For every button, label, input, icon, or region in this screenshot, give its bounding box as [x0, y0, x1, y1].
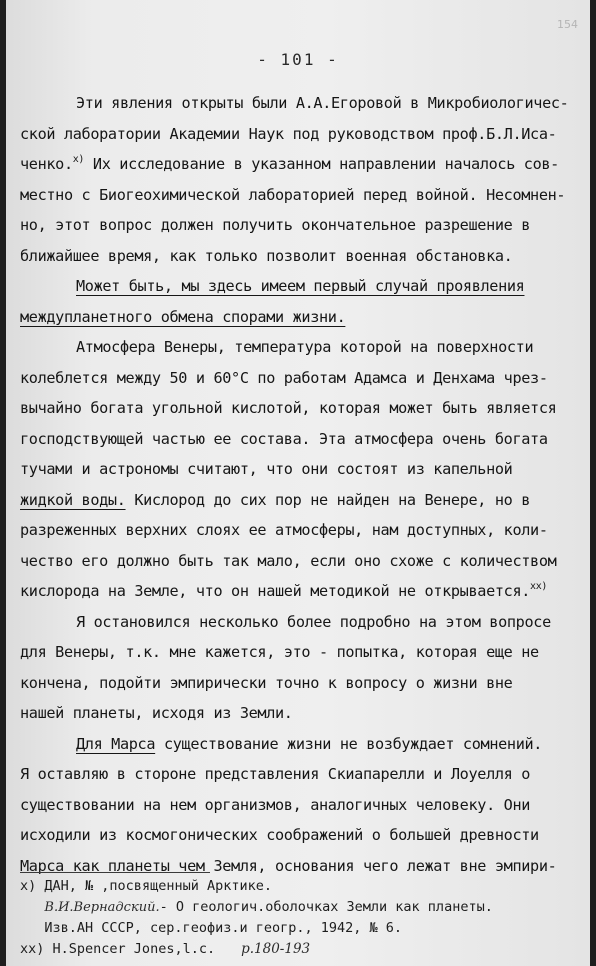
- handwritten-pages: р.180-193: [241, 941, 311, 957]
- underlined-text: Для Марса: [76, 734, 156, 753]
- footnote-2: [20, 939, 580, 960]
- text-line: кончена, подойти эмпирически точно к вопросу о жизни вне: [20, 673, 513, 692]
- text-fragment: Их исследование в указанном направлении началось сов-: [92, 155, 559, 173]
- footnote-marker: х): [20, 878, 37, 894]
- footnotes: [20, 876, 580, 960]
- corner-page-annotation: 154: [557, 18, 578, 31]
- text-fragment: Кислород до сих пор не найден на Венере, но в: [134, 490, 531, 509]
- underlined-text: Может быть, мы здесь имеем первый случай проявления: [76, 277, 525, 295]
- footnote-text: Изв.АН СССР, сер.геофиз.и геогр., 1942, № 6.: [44, 920, 403, 936]
- text-line: разреженных верхних слоях ее атмосферы, нам доступных, коли-: [20, 521, 548, 539]
- text-line: [20, 729, 580, 760]
- text-line: Я остановился несколько более подробно на этом вопросе: [76, 612, 551, 631]
- text-line: колеблется между 50 и 60°С по работам Адамса и Денхама чрез-: [20, 368, 548, 387]
- footnote-text: ДАН, № ,посвященный Арктике.: [44, 878, 272, 894]
- handwritten-author: В.И.Вернадский.: [44, 900, 160, 915]
- text-line: местно с Биогеохимической лабораторией перед войной. Несомнен-: [20, 185, 566, 204]
- text-line: [20, 576, 580, 607]
- text-line: тучами и астрономы считают, что они состоят из капельной: [20, 460, 513, 478]
- text-line: [20, 485, 580, 516]
- footnote-ref: x): [72, 154, 85, 165]
- footnote-1: [20, 876, 580, 897]
- text-line: [20, 271, 580, 302]
- document-page: [6, 0, 590, 966]
- text-line: нашей планеты, исходя из Земли.: [20, 704, 293, 722]
- text-line: Атмосфера Венеры, температура которой на поверхности: [76, 338, 534, 356]
- page-number: - 101 -: [257, 50, 339, 69]
- text-line: Эти явления открыты были А.А.Егоровой в Микробиологичес-: [76, 94, 569, 112]
- text-line: существовании на нем организмов, аналогичных человеку. Они: [20, 795, 531, 814]
- text-line: чество его должно быть так мало, если оно схоже с количеством: [20, 551, 557, 570]
- text-line: вычайно богата угольной кислотой, которая может быть является: [20, 399, 557, 417]
- text-line: исходили из космогонических соображений о большей древности: [20, 826, 539, 844]
- footnote-1-cont: [20, 897, 580, 918]
- main-text: [20, 88, 580, 881]
- footnote-divider: [20, 872, 210, 873]
- footnote-text: - О геологич.оболочках Земли как планеты.: [159, 899, 493, 915]
- text-line: [20, 302, 580, 333]
- footnote-ref: xx): [530, 581, 548, 592]
- text-line: Марса как планеты чем Земля, основания чего лежат вне эмпири-: [20, 856, 557, 875]
- underlined-text: междупланетного обмена спорами жизни.: [20, 307, 346, 326]
- footnote-text: H.Spencer Jones,l.c.: [52, 941, 216, 957]
- footnote-1-line3: [20, 918, 580, 939]
- text-line: [20, 149, 580, 180]
- footnote-marker: хх): [20, 941, 45, 957]
- text-line: но, этот вопрос должен получить окончательное разрешение в: [20, 216, 531, 234]
- text-fragment: кислорода на Земле, что он нашей методикой не открывается.: [20, 582, 531, 600]
- text-line: ближайшее время, как только позволит военная обстановка.: [20, 246, 513, 265]
- text-line: господствующей частью ее состава. Эта атмосфера очень богата: [20, 429, 548, 448]
- text-fragment: существование жизни не возбуждает сомнений.: [163, 734, 543, 753]
- text-line: для Венеры, т.к. мне кажется, это - попытка, которая еще не: [20, 643, 539, 661]
- text-line: ской лаборатории Академии Наук под руководством проф.Б.Л.Иса-: [20, 124, 557, 143]
- text-fragment: ченко.: [20, 155, 73, 173]
- underlined-text: жидкой воды.: [20, 490, 126, 509]
- text-line: Я оставляю в стороне представления Скиапарелли и Лоуелля о: [20, 765, 531, 783]
